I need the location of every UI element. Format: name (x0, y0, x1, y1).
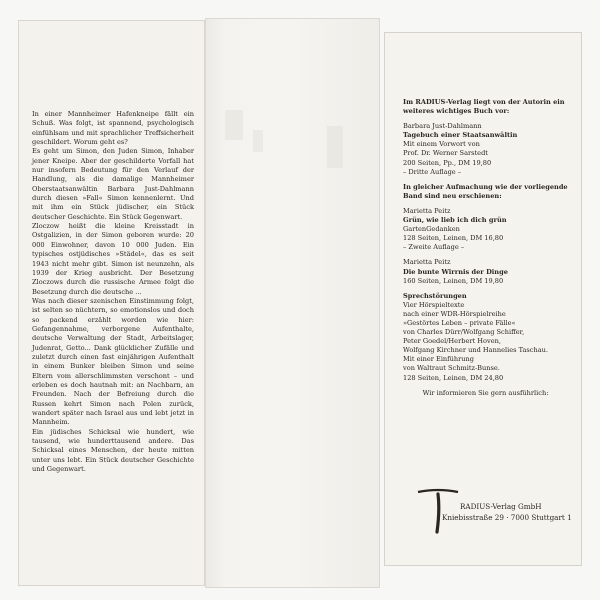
book-entry (403, 292, 568, 383)
book-title: Tagebuch einer Staatsanwältin (403, 131, 518, 140)
section-line: Band sind neu erschienen: (403, 191, 502, 200)
publisher-intro (403, 98, 568, 116)
blurb-paragraph: Es geht um Simon, den Juden Simon, Inhaber jener Kneipe. Aber der geschilderte Vorfall hat nur insofern Bedeutung für den Verlauf der Handlung, als die damalige Mannheimer Oberstaatsanwältin Barbara Just-Dahlmann durch diesen »Fall« Simon kennenlernt. Und mit ihm ein Stück jüdischer, ein Stück deutscher Geschichte. Ein Stück Gegenwart. (32, 147, 194, 221)
info-line: Wir informieren Sie gern ausführlich: (422, 388, 549, 397)
intro-line: weiteres wichtiges Buch vor: (403, 107, 510, 116)
right-flap-ads (403, 98, 568, 404)
book-entry (403, 258, 568, 285)
section-line: In gleicher Aufmachung wie der vorliegende (403, 182, 568, 191)
radius-logo-icon (416, 488, 460, 536)
book-detail: 200 Seiten, Pp., DM 19,80 (403, 158, 492, 167)
middle-cover-panel (205, 18, 380, 588)
book-entry (403, 207, 568, 252)
book-detail: Vier Hörspieltexte (403, 300, 465, 309)
section-heading (403, 183, 568, 201)
book-detail: GartenGedanken (403, 225, 460, 234)
publisher-name: RADIUS-Verlag GmbH (460, 502, 542, 511)
book-detail: Prof. Dr. Werner Sarstedt (403, 149, 488, 158)
book-detail: Peter Goedel/Herbert Hoven, (403, 337, 501, 346)
blurb-paragraph: Zloczow heißt die kleine Kreisstadt in Ostgalizien, in der Simon geboren wurde: 20 000 Einwohner, davon 10 000 Juden. Ein typisches ostjüdisches »Städel«, das es seit 1943 nicht mehr gibt. Simon ist neunzehn, als 1939 der Krieg ausbricht. Der Besetzung Zloczows durch die russische Armee folgt die Besetzung durch die deutsche ... (32, 222, 194, 296)
book-entry (403, 122, 568, 177)
intro-line: Im RADIUS-Verlag liegt von der Autorin ein (403, 98, 565, 106)
info-block (403, 389, 568, 398)
book-detail: von Charles Dürr/Wolfgang Schiffer, (403, 328, 525, 337)
book-author: Barbara Just-Dahlmann (403, 122, 482, 131)
book-title: Die bunte Wirrnis der Dinge (403, 267, 508, 276)
book-detail: 128 Seiten, Leinen, DM 24,80 (403, 373, 504, 382)
blurb-paragraph: Was nach dieser szenischen Einstimmung folgt, ist selten so nüchtern, so emotionslos und doch so packend erzählt worden wie hier: Gefangennahme, verborgene Aufenthalte, deutsche Verwaltung der Stadt, Arbeitslager, Judenrat, Getto... Dank glücklicher Zufälle und zuletzt durch einen fast einjährigen Aufenthalt in einem Bunker bleiben Simon und seine Eltern vom allerschlimmsten verschont – und erleben es doch hautnah mit: an Nachbarn, an Freunden. Nach der Befreiung durch die Russen kehrt Simon nach Polen zurück, wandert später nach Israel aus und lebt jetzt in Mannheim. (32, 296, 194, 427)
book-detail: Mit einem Vorwort von (403, 140, 480, 149)
book-author: Marietta Peitz (403, 258, 451, 267)
left-flap-blurb (32, 110, 194, 474)
blurb-paragraph: Ein jüdisches Schicksal wie hundert, wie tausend, wie hunderttausend andere. Das Schicksal eines Menschen, der heute mitten unter uns lebt. Ein Stück deutscher Geschichte und Gegenwart. (32, 427, 194, 474)
book-detail: – Dritte Auflage – (403, 167, 462, 176)
book-title: Sprechstörungen (403, 291, 467, 300)
publisher-address: Kniebisstraße 29 · 7000 Stuttgart 1 (442, 513, 572, 522)
book-detail: »Gestörtes Leben – private Fälle« (403, 318, 516, 327)
book-detail: Wolfgang Kirchner und Hannelies Taschau. (403, 346, 548, 355)
book-author: Marietta Peitz (403, 206, 451, 215)
blurb-paragraph: In einer Mannheimer Hafenkneipe fällt ein Schuß. Was folgt, ist spannend, psychologisch einfühlsam und mit sprachlicher Treffsicherheit geschildert. Worum geht es? (32, 110, 194, 147)
book-detail: von Waltraut Schmitz-Bunse. (403, 364, 500, 373)
book-detail: – Zweite Auflage – (403, 243, 465, 252)
book-detail: 160 Seiten, Leinen, DM 19,80 (403, 276, 504, 285)
book-detail: Mit einer Einführung (403, 355, 474, 364)
book-title: Grün, wie lieb ich dich grün (403, 216, 507, 225)
book-detail: 128 Seiten, Leinen, DM 16,80 (403, 234, 504, 243)
book-detail: nach einer WDR-Hörspielreihe (403, 309, 506, 318)
